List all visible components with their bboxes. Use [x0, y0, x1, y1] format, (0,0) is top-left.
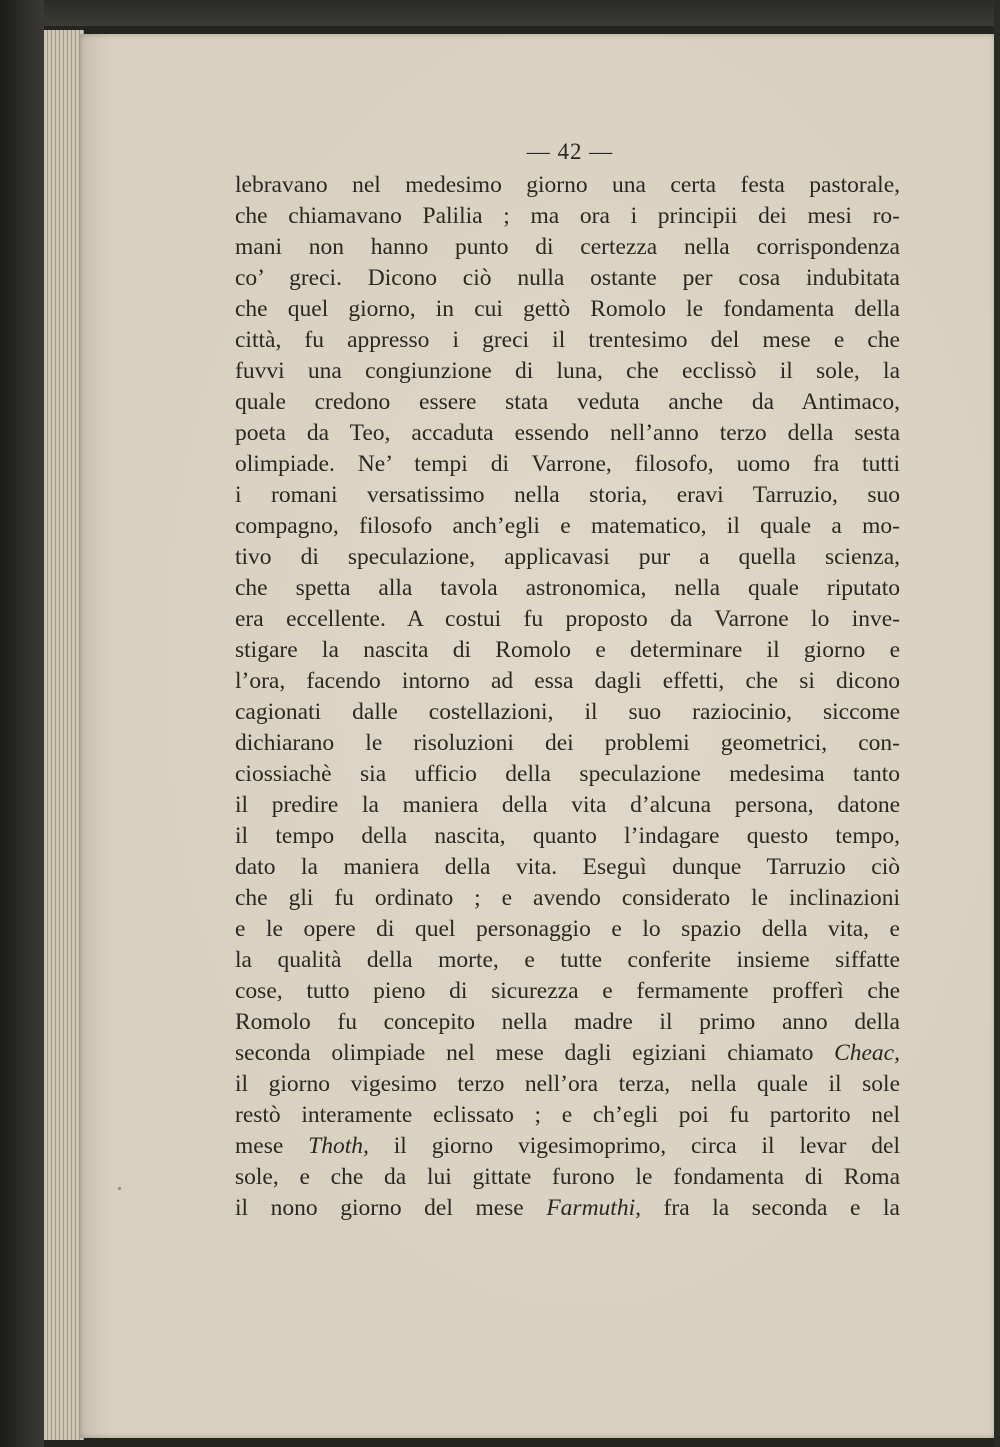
- text-line: [235, 170, 900, 201]
- text-segment: restò interamente eclissato ; e ch’egli poi fu partorito nel: [235, 1102, 900, 1128]
- text-line: [235, 449, 900, 480]
- text-segment: olimpiade. Ne’ tempi di Varrone, filosofo, uomo fra tutti: [235, 451, 900, 477]
- text-segment: stigare la nascita di Romolo e determinare il giorno e: [235, 637, 900, 663]
- text-line: [235, 387, 900, 418]
- page-number: — 42 —: [526, 139, 614, 164]
- text-segment: l’ora, facendo intorno ad essa dagli effetti, che si dicono: [235, 668, 900, 694]
- text-segment: i romani versatissimo nella storia, eravi Tarruzio, suo: [235, 482, 900, 508]
- text-segment: il predire la maniera della vita d’alcuna persona, datone: [235, 792, 900, 818]
- text-segment: poeta da Teo, accaduta essendo nell’anno terzo della sesta: [235, 420, 900, 446]
- text-line: [235, 945, 900, 976]
- paper-speck: [118, 1187, 121, 1190]
- text-line: [235, 1193, 900, 1224]
- text-line: [235, 511, 900, 542]
- text-segment: dato la maniera della vita. Eseguì dunque Tarruzio ciò: [235, 854, 900, 880]
- text-segment: che gli fu ordinato ; e avendo considerato le inclinazioni: [235, 885, 900, 911]
- text-line: [235, 294, 900, 325]
- text-segment: lebravano nel medesimo giorno una certa festa pastorale,: [235, 172, 900, 198]
- text-line: [235, 1131, 900, 1162]
- text-line: [235, 883, 900, 914]
- text-line: [235, 263, 900, 294]
- text-segment: che quel giorno, in cui gettò Romolo le fondamenta della: [235, 296, 900, 322]
- text-segment: tivo di speculazione, applicavasi pur a quella scienza,: [235, 544, 900, 570]
- italic-term: Thoth,: [308, 1133, 369, 1159]
- text-line: [235, 790, 900, 821]
- text-segment: seconda olimpiade nel mese dagli egiziani chiamato: [235, 1040, 835, 1066]
- text-line: [235, 356, 900, 387]
- right-edge: [994, 0, 1000, 1447]
- italic-term: Farmuthi,: [546, 1195, 641, 1221]
- text-line: [235, 480, 900, 511]
- text-segment: che spetta alla tavola astronomica, nella quale riputato: [235, 575, 900, 601]
- text-line: [235, 232, 900, 263]
- text-line: [235, 604, 900, 635]
- text-line: [235, 1100, 900, 1131]
- text-line: [235, 759, 900, 790]
- text-line: [235, 418, 900, 449]
- text-line: [235, 728, 900, 759]
- text-line: [235, 1162, 900, 1193]
- text-segment: co’ greci. Dicono ciò nulla ostante per cosa indubitata: [235, 265, 900, 291]
- text-segment: il giorno vigesimo terzo nell’ora terza, nella quale il sole: [235, 1071, 900, 1097]
- page-edges: [44, 30, 84, 1440]
- text-line: [235, 1038, 900, 1069]
- top-binding-strip: [0, 0, 1000, 26]
- text-segment: cagionati dalle costellazioni, il suo raziocinio, siccome: [235, 699, 900, 725]
- text-segment: era eccellente. A costui fu proposto da Varrone lo inve-: [235, 606, 900, 632]
- text-segment: fra la seconda e la: [640, 1195, 900, 1221]
- text-segment: che chiamavano Palilia ; ma ora i principii dei mesi ro-: [235, 203, 900, 229]
- text-segment: cose, tutto pieno di sicurezza e fermamente profferì che: [235, 978, 900, 1004]
- text-segment: la qualità della morte, e tutte conferite insieme siffatte: [235, 947, 900, 973]
- text-segment: fuvvi una congiunzione di luna, che ecclissò il sole, la: [235, 358, 900, 384]
- text-segment: mese: [235, 1133, 309, 1159]
- italic-term: Cheac,: [834, 1040, 900, 1066]
- text-line: [235, 821, 900, 852]
- text-segment: dichiarano le risoluzioni dei problemi geometrici, con-: [235, 730, 900, 756]
- text-segment: città, fu appresso i greci il trentesimo del mese e che: [235, 327, 900, 353]
- text-line: [235, 1007, 900, 1038]
- text-segment: il nono giorno del mese: [235, 1195, 547, 1221]
- text-segment: sole, e che da lui gittate furono le fondamenta di Roma: [235, 1164, 900, 1190]
- text-segment: il tempo della nascita, quanto l’indagare questo tempo,: [235, 823, 900, 849]
- text-line: [235, 976, 900, 1007]
- text-line: [235, 542, 900, 573]
- text-line: [235, 1069, 900, 1100]
- text-line: [235, 852, 900, 883]
- text-line: [235, 325, 900, 356]
- book-cover-edge: [0, 0, 44, 1447]
- text-line: [235, 666, 900, 697]
- text-segment: mani non hanno punto di certezza nella corrispondenza: [235, 234, 900, 260]
- text-line: [235, 914, 900, 945]
- text-line: [235, 697, 900, 728]
- text-segment: Romolo fu concepito nella madre il primo anno della: [235, 1009, 900, 1035]
- body-text: [235, 170, 900, 1224]
- text-line: [235, 635, 900, 666]
- text-segment: il giorno vigesimoprimo, circa il levar del: [368, 1133, 900, 1159]
- text-segment: e le opere di quel personaggio e lo spazio della vita, e: [235, 916, 900, 942]
- text-line: [235, 201, 900, 232]
- text-segment: ciossiachè sia ufficio della speculazione medesima tanto: [235, 761, 900, 787]
- text-line: [235, 573, 900, 604]
- text-segment: compagno, filosofo anch’egli e matematico, il quale a mo-: [235, 513, 900, 539]
- text-segment: quale credono essere stata veduta anche da Antimaco,: [235, 389, 900, 415]
